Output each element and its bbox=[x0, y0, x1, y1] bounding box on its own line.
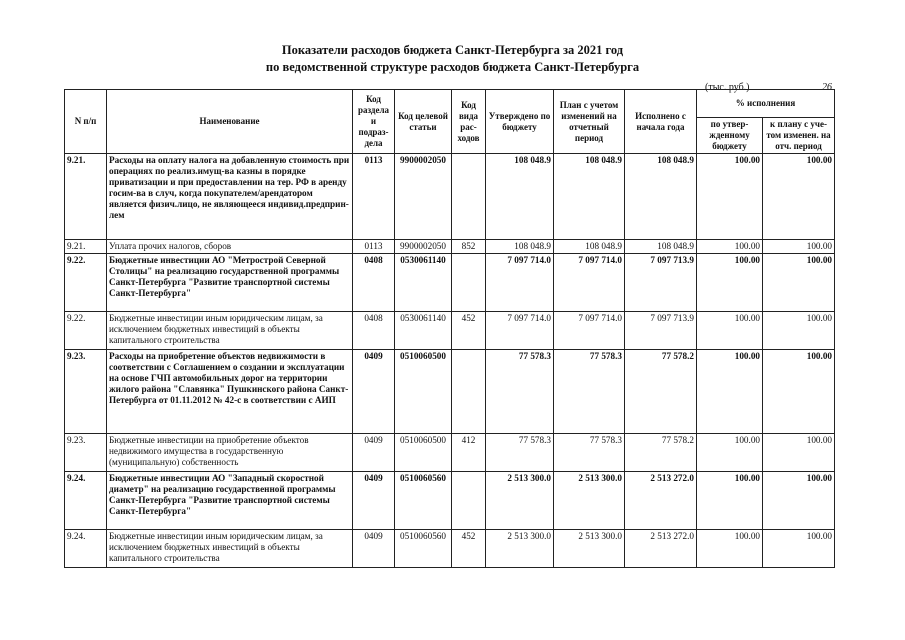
row-executed: 77 578.2 bbox=[625, 350, 697, 434]
row-num: 9.23. bbox=[65, 350, 107, 434]
row-target: 9900002050 bbox=[395, 154, 452, 240]
col-header-pct-group: % исполнения bbox=[697, 90, 835, 118]
row-approved: 2 513 300.0 bbox=[486, 472, 554, 530]
row-executed: 7 097 713.9 bbox=[625, 254, 697, 312]
row-executed: 2 513 272.0 bbox=[625, 472, 697, 530]
row-plan: 2 513 300.0 bbox=[554, 472, 625, 530]
row-pct-plan: 100.00 bbox=[763, 154, 835, 240]
col-header-executed: Исполнено с начала года bbox=[625, 90, 697, 154]
row-num: 9.22. bbox=[65, 254, 107, 312]
row-num: 9.24. bbox=[65, 472, 107, 530]
row-pct-approved: 100.00 bbox=[697, 312, 763, 350]
row-target: 9900002050 bbox=[395, 240, 452, 254]
row-target: 0510060560 bbox=[395, 530, 452, 568]
row-num: 9.22. bbox=[65, 312, 107, 350]
row-type: 452 bbox=[452, 312, 486, 350]
col-header-section: Код раздела и подраз-дела bbox=[353, 90, 395, 154]
row-pct-approved: 100.00 bbox=[697, 434, 763, 472]
row-type bbox=[452, 154, 486, 240]
row-approved: 108 048.9 bbox=[486, 240, 554, 254]
row-name: Расходы на оплату налога на добавленную стоимость при операциях по реализ.имущ-ва казны в порядке приватизации и при предоставлении на тер. РФ в аренду госим-ва в случ, когда покупателем/арендатором является физич.лицо, не являющееся индивид.предприн-лем bbox=[107, 154, 353, 240]
row-pct-approved: 100.00 bbox=[697, 254, 763, 312]
table-row bbox=[65, 472, 835, 530]
row-target: 0530061140 bbox=[395, 312, 452, 350]
row-section: 0409 bbox=[353, 350, 395, 434]
row-plan: 108 048.9 bbox=[554, 154, 625, 240]
units-label: (тыс. руб.) bbox=[705, 82, 750, 93]
table-row bbox=[65, 154, 835, 240]
page-number: 26 bbox=[822, 82, 832, 93]
row-name: Бюджетные инвестиции иным юридическим лицам, за исключением бюджетных инвестиций в объекты капитального строительства bbox=[107, 312, 353, 350]
row-approved: 108 048.9 bbox=[486, 154, 554, 240]
budget-table bbox=[64, 89, 835, 568]
row-num: 9.23. bbox=[65, 434, 107, 472]
row-type bbox=[452, 472, 486, 530]
row-plan: 2 513 300.0 bbox=[554, 530, 625, 568]
row-executed: 7 097 713.9 bbox=[625, 312, 697, 350]
table-row bbox=[65, 240, 835, 254]
col-header-type: Код вида рас-ходов bbox=[452, 90, 486, 154]
row-num: 9.21. bbox=[65, 154, 107, 240]
col-header-approved: Утверждено по бюджету bbox=[486, 90, 554, 154]
col-header-target: Код целевой статьи bbox=[395, 90, 452, 154]
row-num: 9.21. bbox=[65, 240, 107, 254]
row-target: 0510060500 bbox=[395, 434, 452, 472]
row-executed: 108 048.9 bbox=[625, 240, 697, 254]
row-name: Бюджетные инвестиции на приобретение объектов недвижимого имущества в государственную (муниципальную) собственность bbox=[107, 434, 353, 472]
row-pct-plan: 100.00 bbox=[763, 434, 835, 472]
row-name: Уплата прочих налогов, сборов bbox=[107, 240, 353, 254]
row-approved: 77 578.3 bbox=[486, 434, 554, 472]
row-plan: 7 097 714.0 bbox=[554, 312, 625, 350]
row-pct-plan: 100.00 bbox=[763, 530, 835, 568]
row-pct-approved: 100.00 bbox=[697, 472, 763, 530]
row-type bbox=[452, 254, 486, 312]
table-row bbox=[65, 530, 835, 568]
col-header-pct-approved: по утвер-жденному бюджету bbox=[697, 118, 763, 154]
row-pct-plan: 100.00 bbox=[763, 350, 835, 434]
col-header-name: Наименование bbox=[107, 90, 353, 154]
row-type: 412 bbox=[452, 434, 486, 472]
table-row bbox=[65, 434, 835, 472]
row-pct-plan: 100.00 bbox=[763, 312, 835, 350]
row-pct-approved: 100.00 bbox=[697, 350, 763, 434]
table-row bbox=[65, 312, 835, 350]
row-section: 0408 bbox=[353, 312, 395, 350]
row-plan: 77 578.3 bbox=[554, 350, 625, 434]
row-pct-plan: 100.00 bbox=[763, 240, 835, 254]
row-section: 0113 bbox=[353, 154, 395, 240]
row-approved: 77 578.3 bbox=[486, 350, 554, 434]
col-header-plan: План с учетом изменений на отчетный период bbox=[554, 90, 625, 154]
col-header-num: N п/п bbox=[65, 90, 107, 154]
row-type bbox=[452, 350, 486, 434]
row-plan: 108 048.9 bbox=[554, 240, 625, 254]
row-section: 0409 bbox=[353, 472, 395, 530]
row-approved: 7 097 714.0 bbox=[486, 254, 554, 312]
title-line-2: по ведомственной структуре расходов бюджета Санкт-Петербурга bbox=[265, 60, 640, 74]
row-executed: 108 048.9 bbox=[625, 154, 697, 240]
row-pct-plan: 100.00 bbox=[763, 254, 835, 312]
row-plan: 77 578.3 bbox=[554, 434, 625, 472]
col-header-pct-plan: к плану с уче-том изменен. на отч. период bbox=[763, 118, 835, 154]
row-executed: 77 578.2 bbox=[625, 434, 697, 472]
table-row bbox=[65, 350, 835, 434]
row-target: 0530061140 bbox=[395, 254, 452, 312]
row-num: 9.24. bbox=[65, 530, 107, 568]
row-section: 0409 bbox=[353, 530, 395, 568]
row-pct-approved: 100.00 bbox=[697, 530, 763, 568]
row-approved: 2 513 300.0 bbox=[486, 530, 554, 568]
table-row bbox=[65, 254, 835, 312]
row-plan: 7 097 714.0 bbox=[554, 254, 625, 312]
row-name: Бюджетные инвестиции АО "Западный скоростной диаметр" на реализацию государственной программы Санкт-Петербурга "Развитие транспортной системы Санкт-Петербурга" bbox=[107, 472, 353, 530]
row-name: Бюджетные инвестиции иным юридическим лицам, за исключением бюджетных инвестиций в объекты капитального строительства bbox=[107, 530, 353, 568]
row-section: 0409 bbox=[353, 434, 395, 472]
row-executed: 2 513 272.0 bbox=[625, 530, 697, 568]
row-name: Расходы на приобретение объектов недвижимости в соответствии с Соглашением о создании и эксплуатации на основе ГЧП автомобильных дорог на территории жилого района "Славянка" Пушкинского района Санкт-Петербурга от 01.11.2012 № 42-с в соответствии с АИП bbox=[107, 350, 353, 434]
title-line-1: Показатели расходов бюджета Санкт-Петербурга за 2021 год bbox=[281, 43, 624, 57]
row-pct-plan: 100.00 bbox=[763, 472, 835, 530]
row-pct-approved: 100.00 bbox=[697, 240, 763, 254]
row-type: 452 bbox=[452, 530, 486, 568]
row-target: 0510060560 bbox=[395, 472, 452, 530]
row-type: 852 bbox=[452, 240, 486, 254]
row-section: 0113 bbox=[353, 240, 395, 254]
row-approved: 7 097 714.0 bbox=[486, 312, 554, 350]
row-section: 0408 bbox=[353, 254, 395, 312]
report-title bbox=[0, 42, 905, 76]
row-pct-approved: 100.00 bbox=[697, 154, 763, 240]
row-target: 0510060500 bbox=[395, 350, 452, 434]
row-name: Бюджетные инвестиции АО "Метрострой Северной Столицы" на реализацию государственной программы Санкт-Петербурга "Развитие транспортной системы Санкт-Петербурга" bbox=[107, 254, 353, 312]
